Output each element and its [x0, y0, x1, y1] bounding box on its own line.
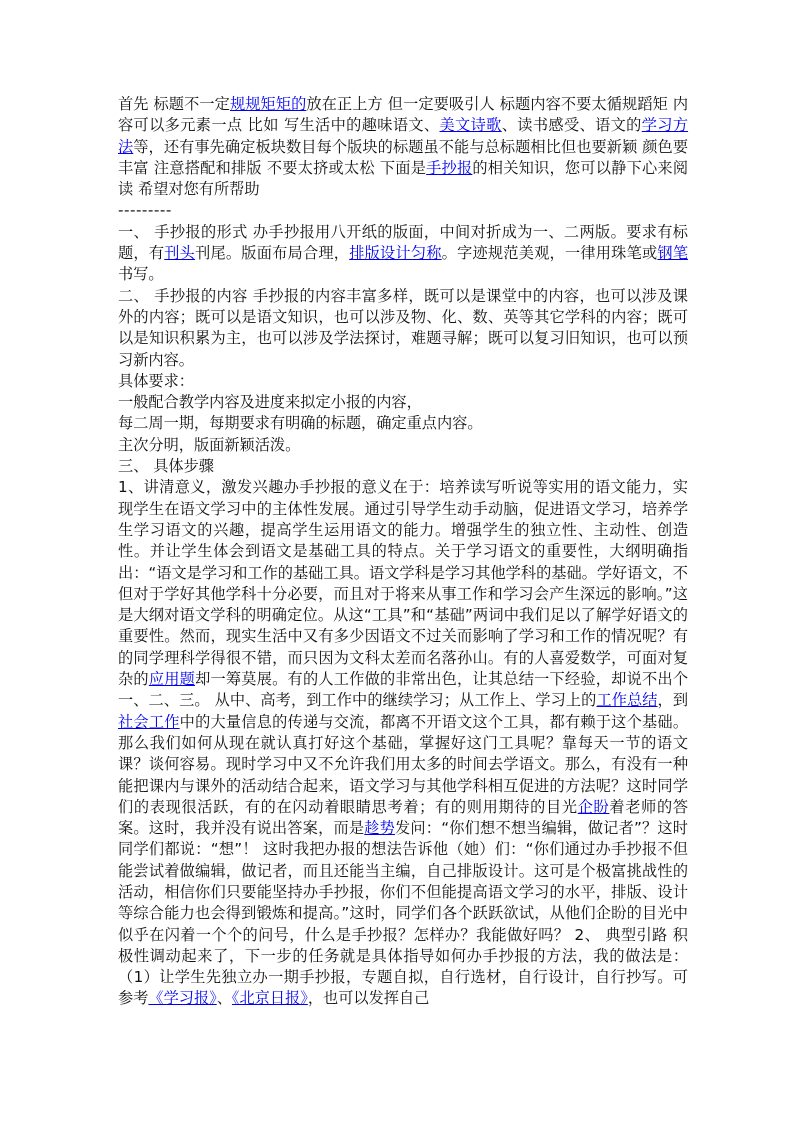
inline-link[interactable]: 学习方法 [118, 116, 689, 156]
text-run: 放在正上方 但一定要吸引人 标题内容不要太循规蹈矩 内容可以多元素一点 比如 写生活中的趣味语文、 [118, 95, 689, 135]
text-run: 中的大量信息的传递与交流，都离不开语文这个工具，都有赖于这个基础。那么我们如何从现在就认真打好这个基础，掌握好这门工具呢？靠每天一节的语文课？谈何容易。现时学习中又不允许我们用太多的时间去学语文。那么，有没有一种能把课内与课外的活动结合起来，语文学习与其他学科相互促进的方法呢？这时同学们的表现很活跃，有的在闪动着眼睛思考着；有的则用期待的目光 [118, 712, 689, 816]
inline-link[interactable]: 排版设计匀称 [349, 244, 442, 263]
text-run: 却一筹莫展。有的人工作做的非常出色，让其总结一下经验，却说不出个一、二、三。 从中、高考，到工作中的继续学习；从工作上、学习上的 [118, 670, 689, 710]
section-one-paragraph [118, 222, 688, 286]
text-run: 、 [216, 989, 232, 1008]
text-run: 1、讲清意义，激发兴趣办手抄报的意义在于：培养读写听说等实用的语文能力，实现学生在语文学习中的主体性发展。通过引导学生动手动脑，促进语文学习，培养学生学习语文的兴趣，提高学生运用语文的能力。增强学生的独立性、主动性、创造性。并让学生体会到语文是基础工具的特点。关于学习语文的重要性，大纲明确指出：“语文是学习和工作的基础工具。语文学科是学习其他学科的基础。学好语文，不但对于学好其他学科十分必要，而且对于将来从事工作和学习会产生深远的影响。”这是大纲对语文学科的明确定位。从这“工具”和“基础”两词中我们足以了解学好语文的重要性。然而，现实生活中又有多少因语文不过关而影响了学习和工作的情况呢？有的同学理科学得很不错，而只因为文科太差而名落孙山。有的人喜爱数学，可面对复杂的 [118, 478, 688, 689]
document-page [118, 94, 688, 1010]
inline-link[interactable]: 应用题 [148, 670, 196, 689]
text-run: 书写。 [118, 265, 164, 284]
text-run: 的相关知识，您可以静下心来阅读 希望对您有所帮助 [118, 158, 689, 199]
inline-link[interactable]: 《学习报》 [148, 989, 217, 1008]
text-run: ，也可以发挥自己 [307, 989, 430, 1008]
inline-link[interactable]: 《北京日报》 [231, 989, 308, 1008]
inline-link[interactable]: 企盼 [577, 797, 610, 816]
section-three-paragraph [118, 477, 688, 1009]
requirement-item: 每二周一期，每期要求有明确的标题，确定重点内容。 [118, 414, 483, 433]
requirement-item: 一般配合教学内容及进度来拟定小报的内容， [118, 393, 422, 412]
text-run: 着老师的答案。这时，我并没有说出答案，而是 [118, 797, 689, 838]
text-run: ，到 [657, 691, 689, 710]
text-run: 。字迹规范美观，一律用珠笔或 [441, 244, 658, 263]
inline-link[interactable]: 趁势 [364, 819, 396, 838]
inline-link[interactable]: 手抄报 [426, 158, 473, 177]
inline-link[interactable]: 美文诗歌 [439, 116, 502, 135]
separator-line: --------- [118, 201, 172, 220]
text-run: 等，还有事先确定板块数目每个版块的标题虽不能与总标题相比但也要新颖 颜色要丰富 注意搭配和排版 不要太挤或太松 下面是 [118, 137, 689, 177]
inline-link[interactable]: 钢笔 [657, 244, 689, 263]
text-run: 、读书感受、语文的 [501, 116, 642, 135]
inline-link[interactable]: 社会工作 [118, 712, 180, 731]
intro-paragraph [118, 94, 688, 200]
section-two-paragraph: 二、 手抄报的内容 手抄报的内容丰富多样，既可以是课堂中的内容，也可以涉及课外的内容；既可以是语文知识，也可以涉及物、化、数、英等其它学科的内容；既可以是知识积累为主，也可以涉及学法探讨，难题寻解；既可以复习旧知识，也可以预习新内容。 [118, 286, 688, 369]
text-run: 一、 手抄报的形式 办手抄报用八开纸的版面，中间对折成为一、二两版。要求有标题，有 [118, 222, 688, 263]
inline-link[interactable]: 刊头 [164, 244, 196, 263]
inline-link[interactable]: 规规矩矩的 [229, 95, 307, 113]
requirements-title: 具体要求： [118, 371, 194, 390]
text-run: 刊尾。版面布局合理， [195, 244, 350, 263]
text-run: 发问：“你们想不想当编辑，做记者”？这时同学们都说：“想”！ 这时我把办报的想法告诉他（她）们：“你们通过办手抄报不但能尝试着做编辑，做记者，而且还能当主编，自己排版设计。这可是个极富挑战性的活动，相信你们只要能坚持办手抄报，你们不但能提高语文学习的水平，排版、设计等综合能力也会得到锻炼和提高。”这时，同学们各个跃跃欲试，从他们企盼的目光中似乎在闪着一个个的问号，什么是手抄报？怎样办？我能做好吗？ 2、 典型引路 积极性调动起来了，下一步的任务就是具体指导如何办手抄报的方法，我的做法是： （1）让学生先独立办一期手抄报，专题自拟，自行选材，自行设计，自行抄写。可参考 [118, 819, 688, 1008]
requirement-item: 主次分明，版面新颖活泼。 [118, 435, 301, 454]
section-three-title: 三、 具体步骤 [118, 457, 214, 476]
inline-link[interactable]: 工作总结 [596, 691, 658, 710]
text-run: 首先 标题不一定 [118, 95, 230, 113]
